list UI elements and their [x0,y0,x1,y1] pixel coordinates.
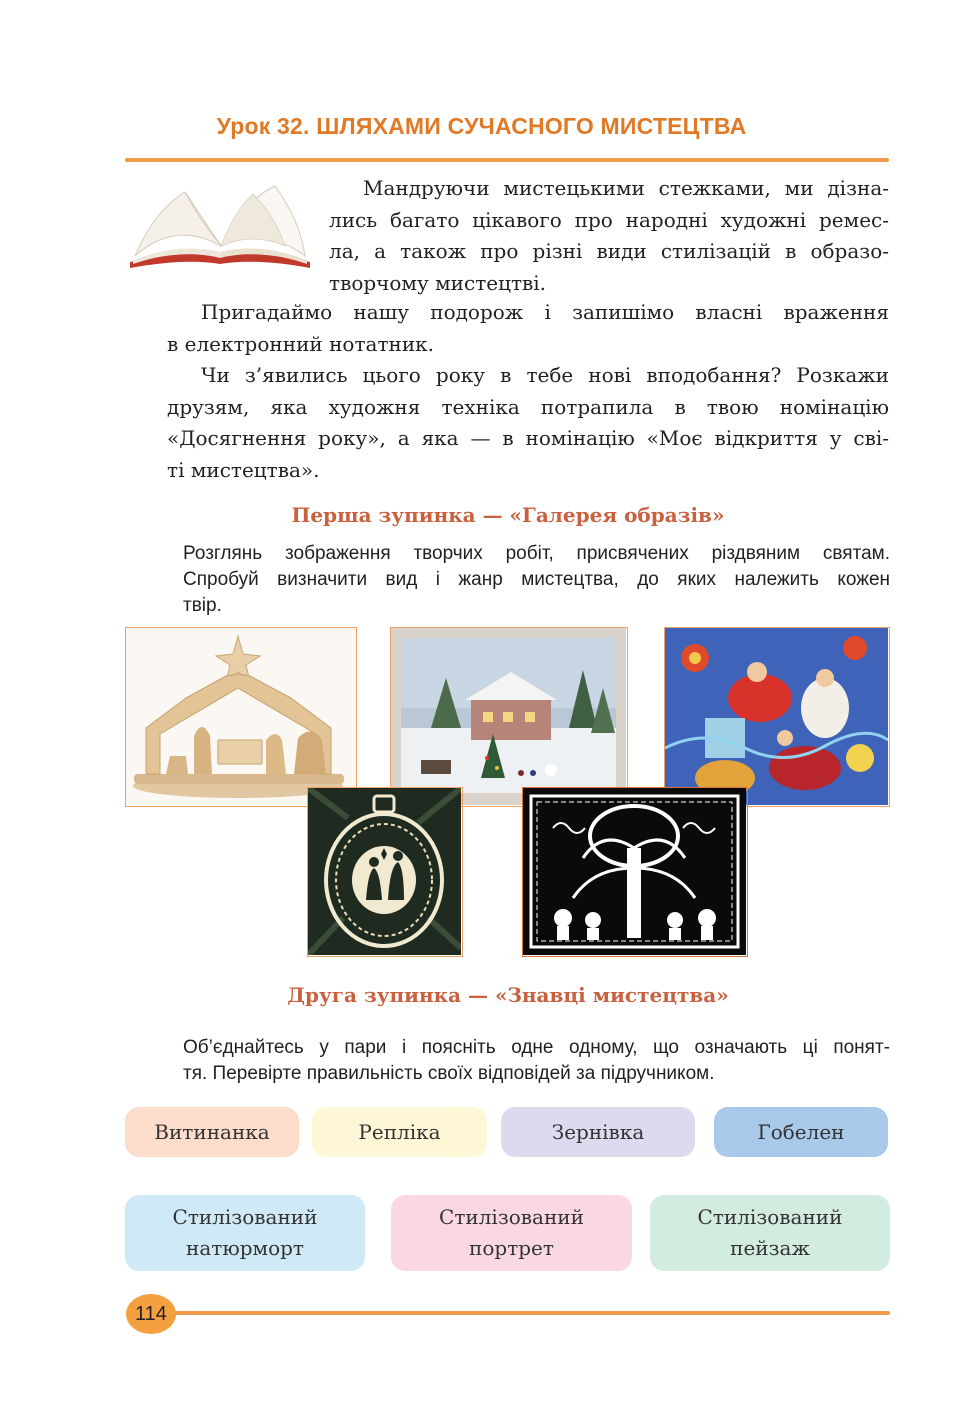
question-paragraph [167,360,889,486]
term-card-landscape [650,1195,890,1271]
footer-rule [150,1311,890,1315]
term-line: Стилізований [172,1205,318,1229]
term-card-still-life [125,1195,365,1271]
page-number: 114 [126,1294,176,1334]
paragraph-line: ті мистецтва». [167,457,320,482]
paragraph-line: Пригадаймо нашу подорож і запишімо власні враження [201,300,889,324]
task-line: Розглянь зображення творчих робіт, присвячених різдвяним святам. [183,543,890,564]
term-line: Стилізований [439,1205,584,1229]
stop1-heading: Перша зупинка — «Галерея образів» [291,503,725,527]
term-card-vytynanka: Витинанка [125,1107,299,1157]
intro-line: Мандруючи мистецькими стежками, ми дізна- [363,176,889,200]
term-card-gobelen: Гобелен [714,1107,888,1157]
term-line: Стилізований [697,1205,843,1229]
term-card-replika: Репліка [312,1107,487,1157]
folk-painting-photo [664,627,890,807]
term-line: натюрморт [186,1236,304,1260]
task-line: Спробуй визначити вид і жанр мистецтва, до яких належить кожен [183,569,890,590]
wooden-nativity-photo [125,627,357,807]
intro-line: лись багато цікавого про народні художні ремес- [329,207,889,232]
stop2-heading: Друга зупинка — «Знавці мистецтва» [287,983,729,1007]
task-line: Об’єднайтесь у пари і поясніть одне одному, що означають ці понят- [183,1037,890,1058]
lesson-title: Урок 32. ШЛЯХАМИ СУЧАСНОГО МИСТЕЦТВА [216,113,747,139]
paragraph-line: «Досягнення року», а яка — в номінацію «Моє відкриття у сві- [167,426,889,450]
recall-paragraph [167,297,889,360]
term-card-zernivka: Зернівка [501,1107,695,1157]
title-rule [125,158,889,162]
intro-line: творчому мистецтві. [329,270,547,295]
carved-ornament-photo [307,787,463,957]
intro-line: ла, а також про різні види стилізацій в образо- [329,239,889,263]
intro-paragraph [329,173,889,299]
stop2-task [183,1035,890,1087]
task-line: тя. Перевірте правильність своїх відповідей за підручником. [183,1063,715,1084]
term-card-portrait [391,1195,632,1271]
task-line: твір. [183,595,222,616]
term-line: портрет [469,1236,554,1260]
paragraph-line: друзям, яка художня техніка потрапила в твою номінацію [167,394,889,419]
stop1-task [183,541,890,619]
paragraph-line: в електронний нотатник. [167,331,435,356]
winter-village-painting [390,627,628,807]
paragraph-line: Чи з’явились цього року в тебе нові вподобання? Розкажи [201,363,889,387]
term-line: пейзаж [730,1236,810,1260]
open-book-image [125,180,315,272]
paper-cut-photo [522,787,748,957]
